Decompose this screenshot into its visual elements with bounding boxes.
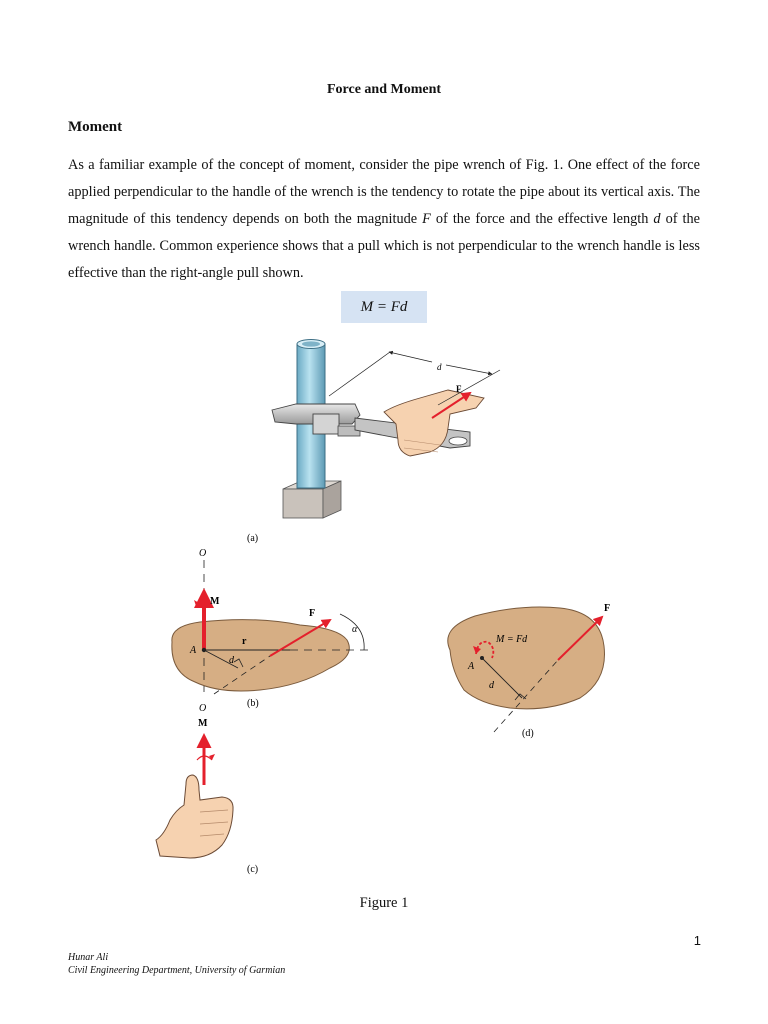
label-b-F: F [309, 608, 316, 619]
label-b-r: r [242, 636, 247, 647]
footer [68, 951, 285, 977]
paragraph-text-3: of the wrench handle. Common experience shows that a pull which is not perpendicular to the wrench handle is less effective than the right-angle pull shown. [68, 211, 700, 281]
label-d-d: d [489, 680, 494, 691]
label-d-A: A [468, 661, 475, 672]
label-panel-a: (a) [247, 533, 259, 544]
symbol-F: F [422, 211, 431, 227]
label-c-M: M [198, 718, 208, 729]
label-b-A: A [190, 645, 197, 656]
label-panel-c: (c) [247, 864, 259, 875]
footer-author: Hunar Ali [68, 952, 109, 963]
equation-box: M = Fd [341, 291, 427, 323]
footer-affiliation: Civil Engineering Department, University of Garmian [68, 965, 286, 976]
label-d-F: F [604, 603, 611, 614]
label-a-d: d [437, 362, 442, 372]
paragraph-text-1: As a familiar example of the concept of moment, consider the pipe wrench of Fig. 1. One effect of the force applied perpendicular to the handle of the wrench is the tendency to rotate the pipe about its vertical axis. The magnitude of this tendency depends on both the magnitude [68, 157, 700, 227]
section-heading: Moment [68, 119, 123, 135]
label-panel-d: (d) [522, 728, 534, 739]
label-b-O-bottom: O [199, 703, 207, 714]
label-panel-b: (b) [247, 698, 259, 709]
label-b-M: M [210, 596, 220, 607]
panel-a-wrench [272, 340, 500, 519]
symbol-d: d [653, 211, 661, 227]
label-a-F: F [456, 384, 462, 394]
figure-caption: Figure 1 [359, 895, 409, 911]
label-b-alpha: α [352, 624, 358, 635]
panel-b-plate [172, 560, 368, 694]
panel-c-hand [156, 736, 233, 858]
page-number: 1 [693, 933, 701, 948]
paragraph-text-2: of the force and the effective length [430, 211, 654, 227]
label-b-d: d [229, 655, 234, 666]
page-title: Force and Moment [326, 82, 442, 97]
label-d-Meq: M = Fd [496, 634, 528, 645]
label-b-O-top: O [199, 548, 207, 559]
